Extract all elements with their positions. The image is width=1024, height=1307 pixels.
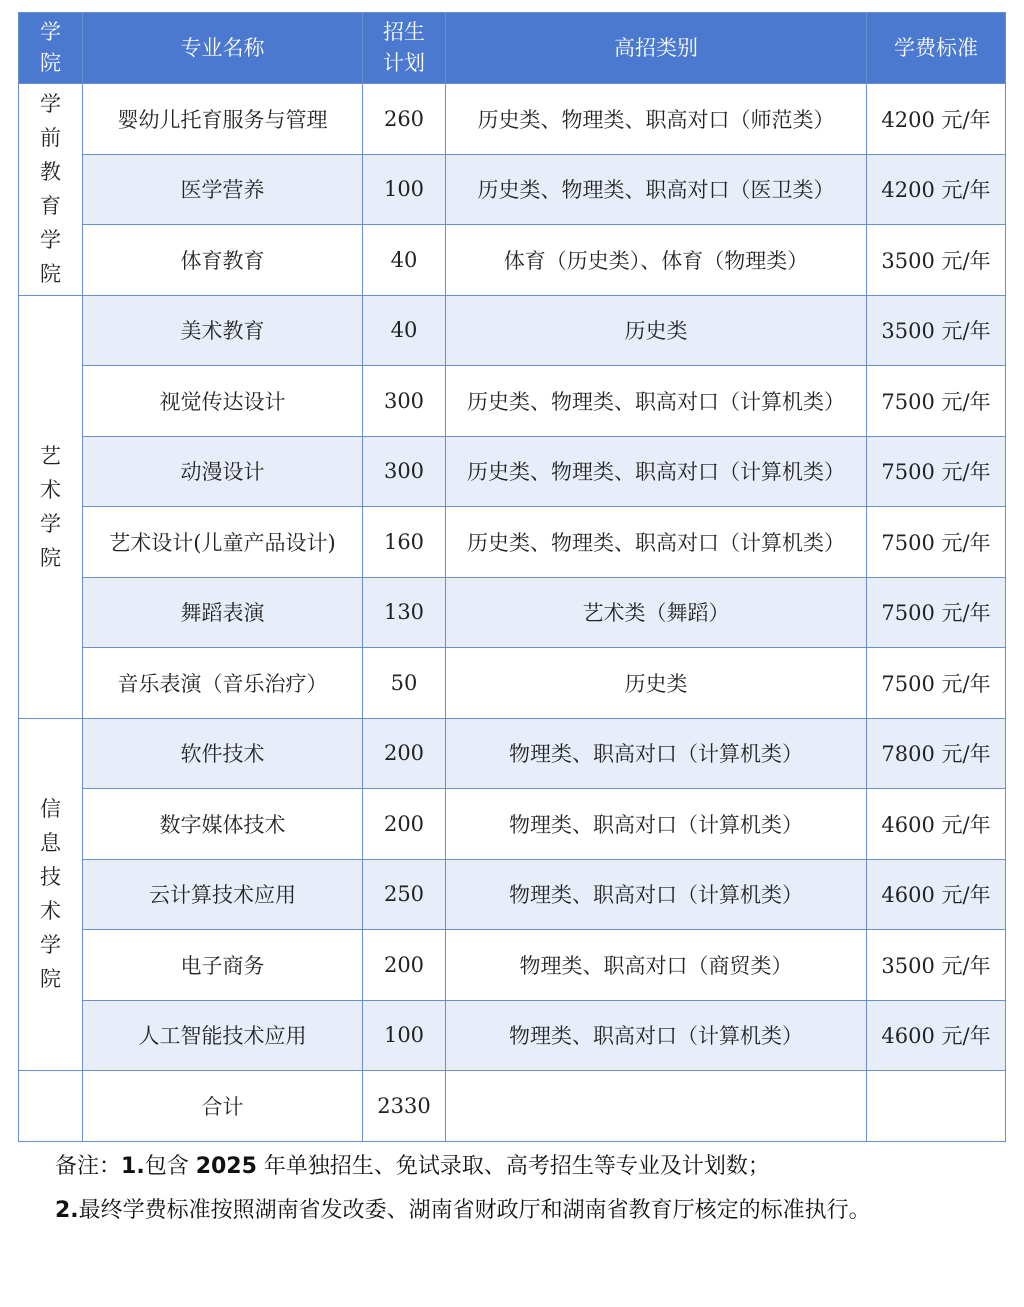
category-cell: 艺术类（舞蹈） — [446, 577, 867, 648]
table-row — [19, 295, 1006, 366]
total-fee-cell — [867, 1071, 1006, 1142]
header-plan: 招生 计划 — [363, 13, 446, 84]
table-row — [19, 859, 1006, 930]
plan-cell: 300 — [363, 436, 446, 507]
category-cell: 历史类、物理类、职高对口（计算机类） — [446, 436, 867, 507]
major-cell: 动漫设计 — [83, 436, 363, 507]
table-row — [19, 718, 1006, 789]
category-cell: 历史类、物理类、职高对口（医卫类） — [446, 154, 867, 225]
total-college-cell — [19, 1071, 83, 1142]
fee-cell: 4200 元/年 — [867, 154, 1006, 225]
category-cell: 物理类、职高对口（商贸类） — [446, 930, 867, 1001]
major-cell: 舞蹈表演 — [83, 577, 363, 648]
table-row — [19, 436, 1006, 507]
note-2-text: 最终学费标准按照湖南省发改委、湖南省财政厅和湖南省教育厅核定的标准执行。 — [78, 1198, 871, 1223]
category-cell: 体育（历史类）、体育（物理类） — [446, 225, 867, 296]
note-1-text-a: 包含 — [144, 1154, 196, 1179]
fee-cell: 4200 元/年 — [867, 84, 1006, 155]
fee-cell: 3500 元/年 — [867, 225, 1006, 296]
fee-cell: 4600 元/年 — [867, 1000, 1006, 1071]
plan-cell: 130 — [363, 577, 446, 648]
major-cell: 电子商务 — [83, 930, 363, 1001]
note-line-2 — [55, 1189, 985, 1233]
plan-cell: 100 — [363, 1000, 446, 1071]
major-cell: 医学营养 — [83, 154, 363, 225]
note-prefix: 备注： — [55, 1154, 122, 1179]
header-major: 专业名称 — [83, 13, 363, 84]
plan-cell: 40 — [363, 295, 446, 366]
table-row — [19, 789, 1006, 860]
plan-cell: 40 — [363, 225, 446, 296]
table-body — [19, 84, 1006, 1142]
college-char: 育 — [40, 194, 61, 219]
table-row — [19, 84, 1006, 155]
category-cell: 物理类、职高对口（计算机类） — [446, 718, 867, 789]
table-row — [19, 577, 1006, 648]
category-cell: 历史类 — [446, 295, 867, 366]
college-char: 学 — [40, 92, 61, 117]
college-char: 艺 — [40, 443, 61, 468]
table-header-row — [19, 13, 1006, 84]
header-fee: 学费标准 — [867, 13, 1006, 84]
major-cell: 婴幼儿托育服务与管理 — [83, 84, 363, 155]
college-char: 院 — [40, 262, 61, 287]
college-char: 教 — [40, 160, 61, 185]
college-char: 息 — [40, 831, 61, 856]
note-line-1 — [55, 1145, 985, 1189]
table-row — [19, 1000, 1006, 1071]
fee-cell: 3500 元/年 — [867, 930, 1006, 1001]
major-cell: 美术教育 — [83, 295, 363, 366]
fee-cell: 7800 元/年 — [867, 718, 1006, 789]
fee-cell: 3500 元/年 — [867, 295, 1006, 366]
plan-cell: 250 — [363, 859, 446, 930]
fee-cell: 7500 元/年 — [867, 366, 1006, 437]
note-1-year: 2025 — [195, 1154, 257, 1179]
plan-cell: 200 — [363, 718, 446, 789]
table-row — [19, 507, 1006, 578]
major-cell: 视觉传达设计 — [83, 366, 363, 437]
college-char: 学 — [40, 228, 61, 253]
category-cell: 历史类、物理类、职高对口（计算机类） — [446, 366, 867, 437]
major-cell: 云计算技术应用 — [83, 859, 363, 930]
college-char: 院 — [40, 545, 61, 570]
total-row — [19, 1071, 1006, 1142]
category-cell: 历史类、物理类、职高对口（计算机类） — [446, 507, 867, 578]
major-cell: 人工智能技术应用 — [83, 1000, 363, 1071]
fee-cell: 4600 元/年 — [867, 859, 1006, 930]
major-cell: 数字媒体技术 — [83, 789, 363, 860]
table-row — [19, 648, 1006, 719]
plan-cell: 160 — [363, 507, 446, 578]
college-cell — [19, 718, 83, 1071]
fee-cell: 4600 元/年 — [867, 789, 1006, 860]
total-plan-cell: 2330 — [363, 1071, 446, 1142]
table-row — [19, 154, 1006, 225]
category-cell: 历史类、物理类、职高对口（师范类） — [446, 84, 867, 155]
plan-cell: 300 — [363, 366, 446, 437]
plan-cell: 200 — [363, 930, 446, 1001]
category-cell: 历史类 — [446, 648, 867, 719]
note-2-number: 2. — [55, 1198, 79, 1223]
note-1-text-b: 年单独招生、免试录取、高考招生等专业及计划数； — [256, 1154, 770, 1179]
category-cell: 物理类、职高对口（计算机类） — [446, 859, 867, 930]
college-char: 术 — [40, 899, 61, 924]
college-char: 院 — [40, 967, 61, 992]
college-char: 信 — [40, 797, 61, 822]
fee-cell: 7500 元/年 — [867, 648, 1006, 719]
header-category: 高招类别 — [446, 13, 867, 84]
total-category-cell — [446, 1071, 867, 1142]
college-char: 学 — [40, 511, 61, 536]
plan-cell: 260 — [363, 84, 446, 155]
college-cell — [19, 295, 83, 718]
fee-cell: 7500 元/年 — [867, 507, 1006, 578]
college-char: 技 — [40, 865, 61, 890]
category-cell: 物理类、职高对口（计算机类） — [446, 1000, 867, 1071]
notes — [55, 1145, 985, 1233]
college-char: 术 — [40, 477, 61, 502]
table-row — [19, 366, 1006, 437]
college-char: 前 — [40, 126, 61, 151]
major-cell: 体育教育 — [83, 225, 363, 296]
plan-cell: 50 — [363, 648, 446, 719]
header-college: 学 院 — [19, 13, 83, 84]
enrollment-table — [18, 12, 1006, 1142]
total-label-cell: 合计 — [83, 1071, 363, 1142]
college-char: 学 — [40, 933, 61, 958]
category-cell: 物理类、职高对口（计算机类） — [446, 789, 867, 860]
plan-cell: 100 — [363, 154, 446, 225]
table-row — [19, 225, 1006, 296]
table-row — [19, 930, 1006, 1001]
note-1-number: 1. — [121, 1154, 145, 1179]
college-cell — [19, 84, 83, 296]
fee-cell: 7500 元/年 — [867, 577, 1006, 648]
plan-cell: 200 — [363, 789, 446, 860]
fee-cell: 7500 元/年 — [867, 436, 1006, 507]
major-cell: 软件技术 — [83, 718, 363, 789]
major-cell: 艺术设计(儿童产品设计) — [83, 507, 363, 578]
major-cell: 音乐表演（音乐治疗） — [83, 648, 363, 719]
